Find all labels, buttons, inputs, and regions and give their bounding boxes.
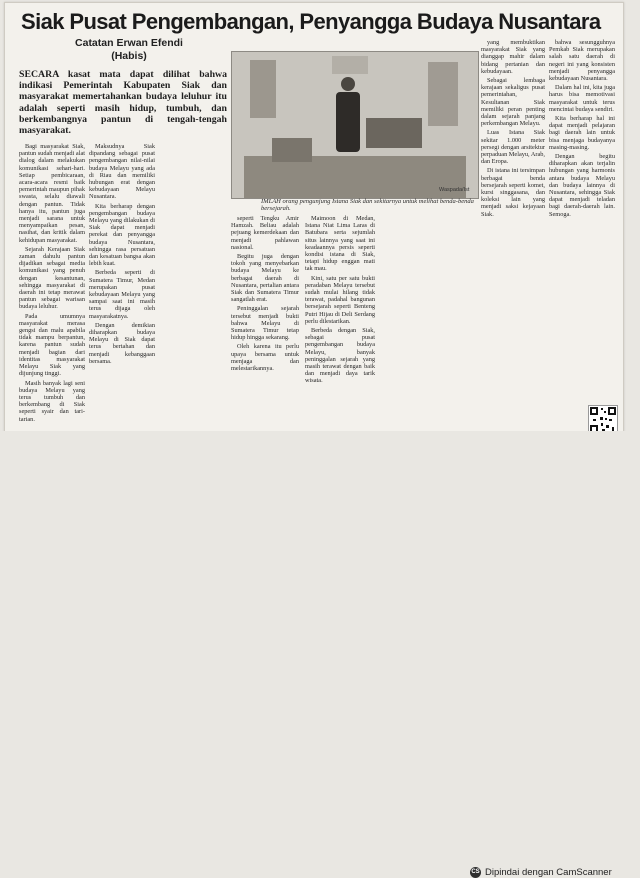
paragraph: Pada umumnya masyarakat merasa gengsi dan malu apabila tidak mampu berpantun, karena pantun sudah menjadi bagian dari identitas masyarakat Melayu Siak yang dijunjung tinggi. [19, 312, 85, 378]
camscanner-logo-icon: CS [470, 867, 481, 878]
article-headline: Siak Pusat Pengembangan, Penyangga Budaya Nusantara [21, 9, 601, 34]
paragraph: Masih banyak lagi seni budaya Melayu yang terus tumbuh dan berkembang di Siak seperti syair dan tari-tarian. [19, 379, 85, 423]
author-suffix: (Habis) [111, 50, 147, 62]
paragraph: Maimoon di Medan, Istana Niat Lima Laras di Batubara serta sejumlah situs lainnya yang saat ini keadaannya persis seperti kondisi istana di Siak, tetapi hidup enggan mati tak mau. [305, 215, 375, 273]
photo-caption: IMLAH orang pengunjung Istana Siak dan sekitarnya untuk melihat benda-benda bersejarah. [261, 198, 474, 213]
author-name: Catatan Erwan Efendi [75, 37, 183, 49]
paragraph: Maksudnya Siak dipandang sebagai pusat pengembangan nilai-nilai budaya Melayu yang ada di Riau dan memiliki hubungan erat dengan kebudayaan Melayu Nusantara. [89, 143, 155, 201]
text-column-6 [549, 39, 615, 401]
paragraph: Berbeda seperti di Sumatera Timur, Medan merupakan pusat kebudayaan Melayu yang sampai saat ini masih terus dijaga oleh masyarakatnya. [89, 269, 155, 320]
photo-credit: Waspada/Ist [439, 187, 470, 193]
lead-paragraph: SECARA kasat mata dapat dilihat bahwa indikasi Pemerintah Kabupaten Siak dan masyarakat memertahankan budaya leluhur itu adalah seperti masih hidup, tumbuh, dan berkembangnya pantun di tengah-tengah masyarakat. [19, 69, 227, 137]
paragraph: Dengan begitu diharapkan akan terjalin hubungan yang harmonis antara budaya Melayu dan budaya lainnya di Nusantara, sehingga Siak dapat menjadi teladan bagi daerah-daerah lain. Semoga. [549, 153, 615, 218]
paragraph: Di istana ini tersimpan berbagai benda bersejarah seperti komet, kursi singgasana, dan koleksi lain yang menjadi saksi kejayaan Siak. [481, 167, 545, 218]
newspaper-clipping [4, 2, 624, 432]
paragraph: Dalam hal ini, kita juga harus bisa memotivasi masyarakat untuk terus mencintai budaya sendiri. [549, 84, 615, 113]
text-column-4 [305, 215, 375, 428]
paragraph: bahwa sesungguhnya Pemkab Siak merupakan salah satu daerah di negeri ini yang konsisten menjadi penyangga kebudayaan Nusantara. [549, 39, 615, 83]
qr-code-icon [588, 405, 618, 432]
text-column-2 [89, 143, 155, 428]
paragraph: Dengan demikian diharapkan budaya Melayu di Siak dapat terus bertahan dan menjadi kebanggaan bersama. [89, 321, 155, 365]
scanner-footer [0, 431, 640, 878]
scanner-watermark: Dipindai dengan CamScanner [485, 867, 612, 878]
text-column-5 [481, 39, 545, 428]
paragraph: Luas Istana Siak sekitar 1.000 meter persegi dengan arsitektur perpaduan Melayu, Arab, dan Eropa. [481, 129, 545, 166]
paragraph: yang membuktikan masyarakat Siak yang dianggap mahir dalam bidang pertanian dan kebudayaan. [481, 39, 545, 75]
paragraph: seperti Tengku Amir Hamzah. Beliau adalah pejuang kemerdekaan dan menjadi pahlawan nasional. [231, 215, 299, 251]
byline [19, 37, 239, 63]
paragraph: Kita berharap dengan pengembangan budaya Melayu yang dilakukan di Siak dapat menjadi perekat dan penyangga budaya Nusantara, sehingga rasa persatuan dan kesatuan bangsa akan lebih kuat. [89, 202, 155, 268]
paragraph: Oleh karena itu perlu upaya bersama untuk menjaga dan melestarikannya. [231, 343, 299, 373]
paragraph: Kita berharap hal ini dapat menjadi pelajaran bagi daerah lain untuk bisa menjaga budayanya masing-masing. [549, 115, 615, 151]
news-photo [231, 51, 479, 199]
photo-illustration [232, 52, 478, 198]
text-column-1 [19, 143, 85, 428]
paragraph: Sebagai lembaga kerajaan sekaligus pusat pemerintahan, Kesultanan Siak memiliki peran penting dalam sejarah panjang perkembangan Melayu. [481, 77, 545, 128]
paragraph: Berbeda dengan Siak, sebagai pusat pengembangan budaya Melayu, banyak peninggalan sejarah yang masih terawat dengan baik dan menjadi daya tarik wisata. [305, 327, 375, 385]
paragraph: Bagi masyarakat Siak, pantun sudah menjadi alat dialog dalam melakukan komunikasi sehari-hari. Setiap pembicaraan, acara-acara resmi baik pemerintah maupun pihak swasta, selalu diawali dengan pantun. Tidak hanya itu, pantun juga menjadi sarana untuk menyampaikan pesan, nasihat, dan kritik dalam kehidupan masyarakat. [19, 143, 85, 244]
paragraph: Peninggalan sejarah tersebut menjadi bukti bahwa Melayu di Sumatera Timur tetap hidup hingga sekarang. [231, 305, 299, 342]
paragraph: Begitu juga dengan tokoh yang menyebarkan budaya Melayu ke berbagai daerah di Nusantara, pertalian antara Siak dan Sumatera Timur sangatlah erat. [231, 253, 299, 304]
text-column-3 [231, 215, 299, 428]
paragraph: Sejarah Kerajaan Siak zaman dahulu pantun dijadikan sebagai media komunikasi yang penuh dengan kesantunan, sehingga masyarakat di daerah ini tetap merawat pantun sebagai warisan budaya leluhur. [19, 245, 85, 311]
paragraph: Kini, satu per satu bukti peradaban Melayu tersebut sudah mulai hilang tidak terawat, padahal bangunan bersejarah seperti Benteng Putri Hijau di Deli Serdang perlu dilestarikan. [305, 274, 375, 325]
